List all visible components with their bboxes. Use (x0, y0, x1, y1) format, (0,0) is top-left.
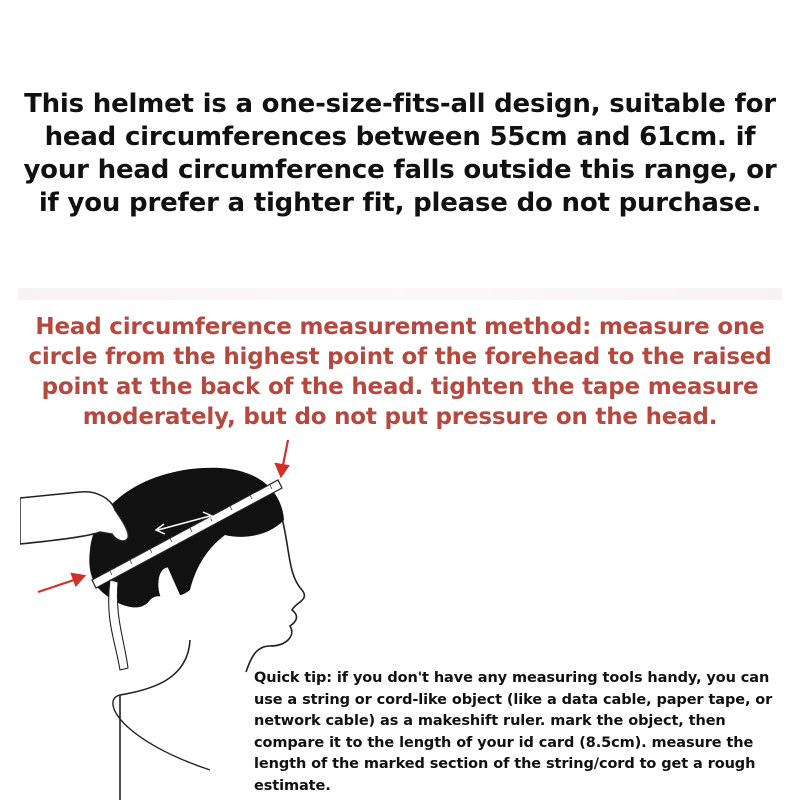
neck-outline (120, 640, 190, 800)
measurement-method-text: Head circumference measurement method: measure one circle from the highest point of the forehead to the raised point at the back of the head. tighten the tape measure moderately, but do not put pressure on the head. (28, 314, 772, 430)
size-notice: This helmet is a one-size-fits-all design, suitable for head circumferences between 55cm and 61cm. if your head circumference falls outside this range, or if you prefer a tighter fit, please do not purchase. (23, 89, 777, 218)
collar-outline (113, 695, 210, 770)
quick-tip-text: Quick tip: if you don't have any measuring tools handy, you can use a string or cord-like object (like a data cable, paper tape, or network cable) as a makeshift ruler. mark the object, then compare it to the length of your id card (8.5cm). measure the length of the marked section of the string/cord to get a rough estimate. (254, 670, 773, 794)
face-profile (246, 518, 304, 672)
faint-decorative-band (18, 288, 782, 300)
